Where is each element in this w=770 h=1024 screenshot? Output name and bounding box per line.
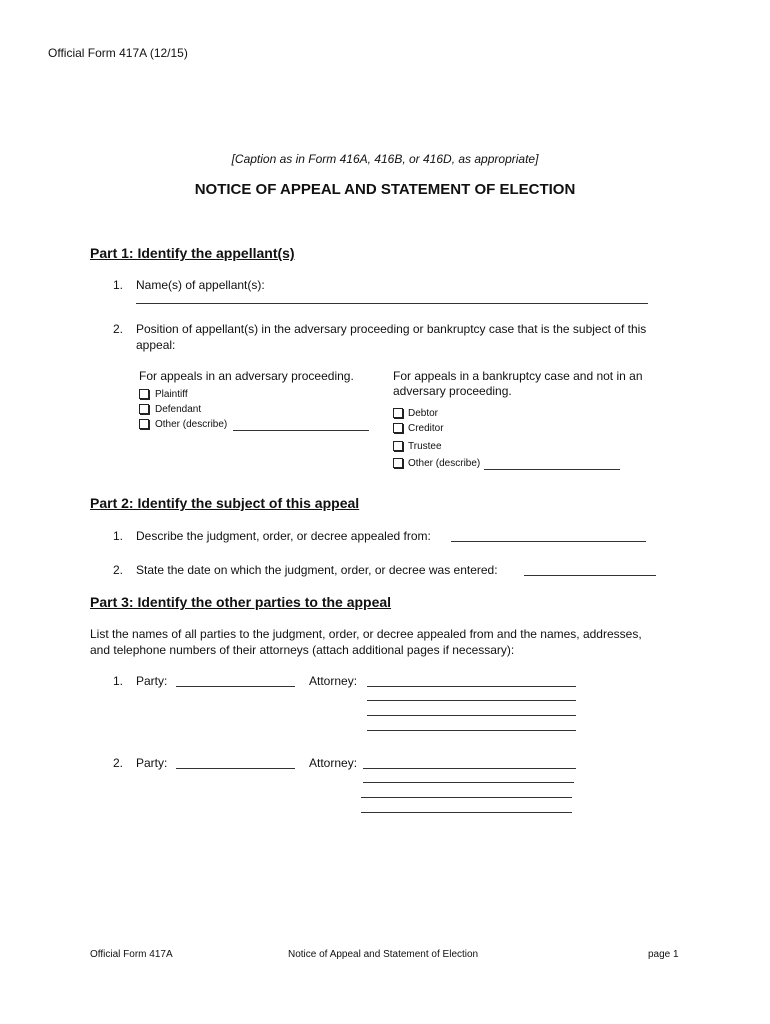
footer-form-id: Official Form 417A	[90, 949, 173, 960]
adversary-other-label: Other (describe)	[155, 419, 228, 430]
part1-heading: Part 1: Identify the appellant(s)	[90, 245, 295, 261]
judgment-date-field[interactable]	[524, 575, 656, 576]
party2-attorney-field-4[interactable]	[361, 812, 572, 813]
adversary-other-field[interactable]	[233, 430, 369, 431]
party1-label: Party:	[136, 674, 168, 688]
defendant-label: Defendant	[155, 404, 202, 415]
part3-intro-line2: and telephone numbers of their attorneys (attach additional pages if necessary):	[90, 643, 515, 657]
debtor-checkbox[interactable]	[393, 408, 403, 418]
part3-intro-line1: List the names of all parties to the judgment, order, or decree appealed from and the names, addresses,	[90, 627, 642, 641]
creditor-checkbox[interactable]	[393, 423, 403, 433]
part2-q1-number: 1.	[113, 529, 124, 543]
bankruptcy-other-label: Other (describe)	[408, 458, 481, 469]
party2-number: 2.	[113, 756, 124, 770]
plaintiff-checkbox[interactable]	[139, 389, 149, 399]
party1-attorney-field-3[interactable]	[367, 715, 576, 716]
part1-q2-line2: appeal:	[136, 338, 176, 352]
part2-q2-label: State the date on which the judgment, order, or decree was entered:	[136, 563, 498, 577]
part1-q1-number: 1.	[113, 278, 124, 292]
part1-q2-number: 2.	[113, 322, 124, 336]
footer-page-number: page 1	[648, 949, 679, 960]
part2-q1-label: Describe the judgment, order, or decree appealed from:	[136, 529, 431, 543]
page-title: NOTICE OF APPEAL AND STATEMENT OF ELECTION	[194, 181, 576, 198]
party1-number: 1.	[113, 674, 124, 688]
part3-heading: Part 3: Identify the other parties to the appeal	[90, 594, 392, 610]
party1-attorney-label: Attorney:	[309, 674, 358, 688]
debtor-label: Debtor	[408, 408, 439, 419]
adversary-other-checkbox[interactable]	[139, 419, 149, 429]
defendant-checkbox[interactable]	[139, 404, 149, 414]
party2-name-field[interactable]	[176, 768, 295, 769]
bankruptcy-heading-line1: For appeals in a bankruptcy case and not in an	[393, 369, 643, 383]
party1-name-field[interactable]	[176, 686, 295, 687]
party1-attorney-field-2[interactable]	[367, 700, 576, 701]
bankruptcy-heading-line2: adversary proceeding.	[393, 384, 512, 398]
party2-attorney-field-2[interactable]	[363, 782, 574, 783]
part1-q1-label: Name(s) of appellant(s):	[136, 278, 265, 292]
part2-q2-number: 2.	[113, 563, 124, 577]
caption-note: [Caption as in Form 416A, 416B, or 416D, as appropriate]	[231, 152, 539, 166]
trustee-checkbox[interactable]	[393, 441, 403, 451]
part2-heading: Part 2: Identify the subject of this appeal	[90, 495, 360, 511]
part1-q2-line1: Position of appellant(s) in the adversary proceeding or bankruptcy case that is the subject of this	[136, 322, 647, 336]
plaintiff-label: Plaintiff	[155, 389, 188, 400]
bankruptcy-other-field[interactable]	[484, 469, 620, 470]
footer-form-title: Notice of Appeal and Statement of Election	[288, 949, 479, 960]
party1-attorney-field-4[interactable]	[367, 730, 576, 731]
party2-label: Party:	[136, 756, 168, 770]
trustee-label: Trustee	[408, 441, 442, 452]
adversary-heading: For appeals in an adversary proceeding.	[139, 369, 354, 383]
party2-attorney-field-1[interactable]	[363, 768, 576, 769]
party2-attorney-label: Attorney:	[309, 756, 358, 770]
judgment-description-field[interactable]	[451, 541, 646, 542]
appellant-names-field[interactable]	[136, 303, 648, 304]
party2-attorney-field-3[interactable]	[361, 797, 572, 798]
creditor-label: Creditor	[408, 423, 444, 434]
bankruptcy-other-checkbox[interactable]	[393, 458, 403, 468]
party1-attorney-field-1[interactable]	[367, 686, 576, 687]
form-id-header: Official Form 417A (12/15)	[48, 46, 188, 60]
